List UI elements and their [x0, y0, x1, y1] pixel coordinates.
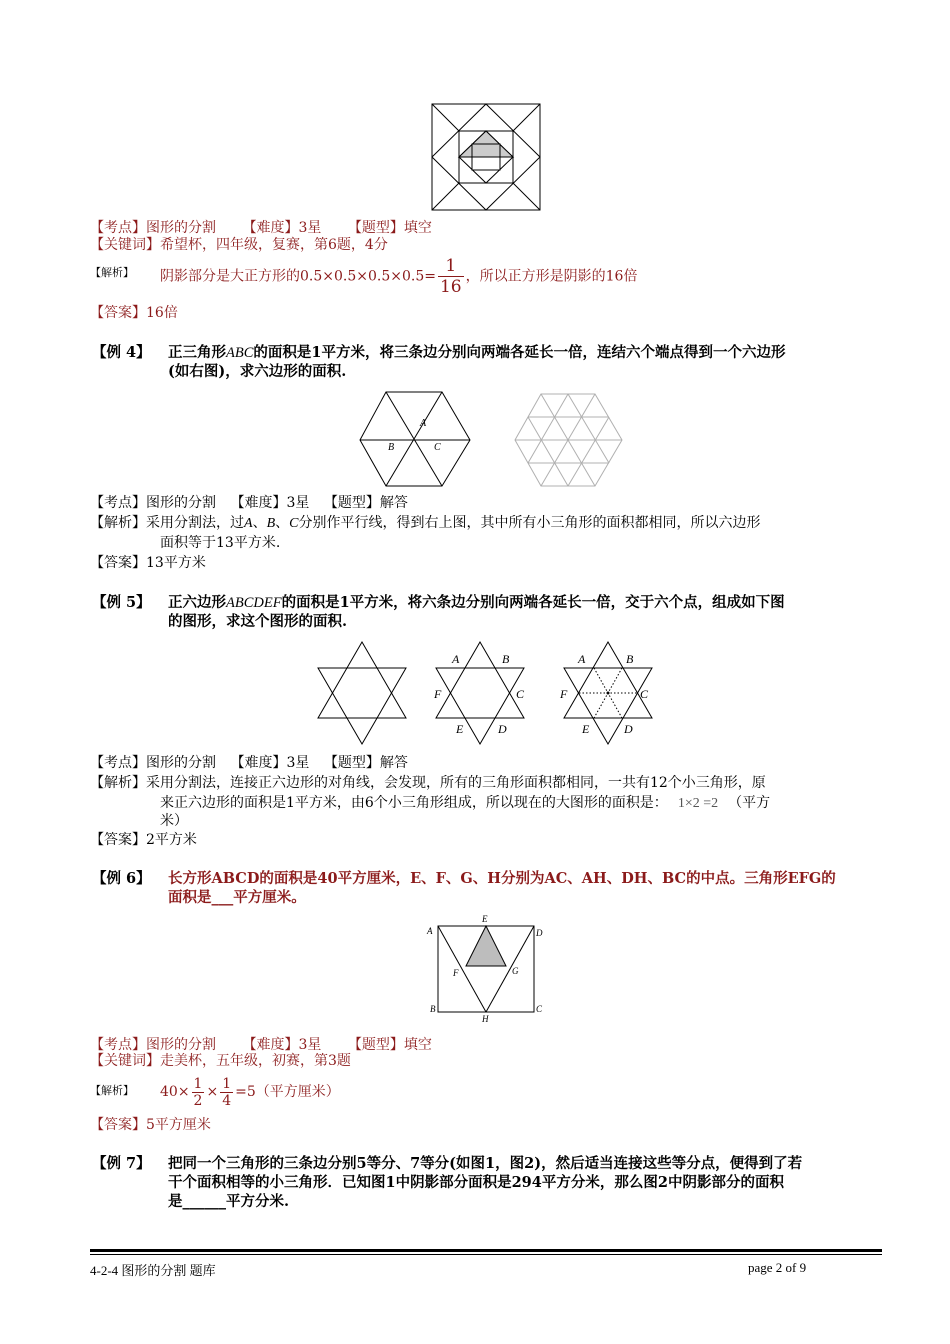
keywords-value: 希望杯，四年级，复赛，第6题，4分 — [160, 237, 388, 253]
tixing-value: 解答 — [379, 755, 408, 771]
ex4-kaodian-row — [90, 494, 408, 512]
answer-value: 2平方米 — [146, 832, 197, 848]
page-number: page 2 of 9 — [748, 1260, 807, 1275]
example-7-question-line3: 是______平方分米. — [168, 1193, 290, 1210]
example-6-question-line1: 长方形ABCD的面积是40平方厘米，E、F、G、H分别为AC、AH、DH、BC的中点。三角形EFG的 — [168, 870, 836, 887]
footer-rule-thin — [90, 1254, 882, 1255]
rectangle-triangle-figure — [424, 912, 548, 1024]
jiexi-tag: 【解析】 — [90, 266, 134, 279]
example-6-label: 【例 6】 — [92, 870, 151, 887]
keywords-tag: 【关键词】 — [90, 237, 160, 253]
fraction-1-16 — [438, 256, 464, 297]
star-figure-dotted — [558, 640, 658, 746]
fraction-denominator: 4 — [222, 1092, 232, 1109]
ex6-jiexi-row — [160, 1072, 340, 1112]
fraction-numerator: 1 — [222, 1075, 232, 1092]
kaodian-value: 图形的分割 — [146, 1037, 216, 1053]
jiexi-text: （平方 — [728, 795, 771, 811]
keywords-value: 走美杯，五年级，初赛，第3题 — [160, 1053, 351, 1069]
kaodian-tag: 【考点】 — [90, 495, 146, 511]
fraction-denominator: 16 — [439, 277, 462, 297]
label-E: E — [582, 722, 590, 736]
q-text: 正三角形 — [168, 344, 226, 361]
label-F: F — [434, 687, 442, 701]
example-7-question-line2: 干个面积相等的小三角形．已知图1中阴影部分面积是294平方分米，那么图2中阴影部分的面积 — [168, 1174, 784, 1191]
jiexi-text: =5（平方厘米） — [235, 1084, 340, 1100]
nandu-value: 3星 — [298, 220, 322, 236]
label-E: E — [482, 914, 488, 924]
hexagon-grid-figure — [514, 392, 624, 488]
nandu-tag: 【难度】 — [242, 220, 299, 236]
ex5-jiexi-line3: 米） — [160, 813, 188, 829]
star-figure-plain — [316, 640, 410, 746]
jiexi-text: 40× — [160, 1084, 190, 1100]
jiexi-text-b: ，所以正方形是阴影的16倍 — [465, 268, 638, 285]
label-D: D — [536, 928, 543, 938]
example-5-question-line2: 的图形，求这个图形的面积. — [168, 613, 348, 630]
tixing-value: 解答 — [379, 495, 408, 511]
answer-value: 5平方厘米 — [146, 1117, 211, 1133]
fraction-numerator: 1 — [193, 1075, 203, 1092]
jiexi-text: 采用分割法，过 — [146, 515, 244, 531]
tixing-value: 填空 — [403, 1037, 432, 1053]
ex5-kaodian-row — [90, 754, 408, 772]
label-C: C — [434, 442, 441, 453]
ex6-answer-row — [90, 1116, 211, 1134]
example-4-label: 【例 4】 — [92, 344, 151, 361]
jiexi-text: 采用分割法，连接正六边形的对角线，会发现，所有的三角形面积都相同，一共有12个小三角形，原 — [146, 775, 766, 791]
jiexi-row — [160, 256, 637, 297]
ex4-answer-row — [90, 554, 206, 572]
label-H: H — [482, 1014, 489, 1024]
q-text: 的面积是1平方米，将六条边分别向两端各延长一倍，交于六个点，组成如下图 — [281, 594, 785, 611]
example-6-question-line2: 面积是___平方厘米。 — [168, 889, 306, 906]
sep: 、 — [252, 515, 267, 531]
tixing-tag: 【题型】 — [347, 1037, 404, 1053]
jiexi-tag: 【解析】 — [90, 515, 146, 531]
sep: 、 — [275, 515, 290, 531]
ex5-jiexi-line2 — [160, 794, 770, 813]
example-5-question-line1 — [168, 594, 785, 612]
kaodian-value: 图形的分割 — [146, 495, 216, 511]
answer-tag: 【答案】 — [90, 555, 146, 571]
label-A: A — [452, 652, 460, 666]
footer-rule-thick — [90, 1249, 882, 1252]
ex6-jiexi-tag: 【解析】 — [90, 1084, 134, 1097]
label-G: G — [512, 966, 519, 976]
var-B: B — [266, 516, 276, 531]
label-A: A — [420, 418, 427, 429]
label-A: A — [427, 926, 433, 936]
label-B: B — [626, 652, 634, 666]
answer-tag: 【答案】 — [90, 1117, 146, 1133]
kaodian-tag: 【考点】 — [90, 755, 146, 771]
jiexi-tag: 【解析】 — [90, 775, 146, 791]
example-5-label: 【例 5】 — [92, 594, 151, 611]
fraction-1-2 — [192, 1076, 205, 1109]
kaodian-tag: 【考点】 — [90, 220, 146, 236]
tixing-value: 填空 — [403, 220, 432, 236]
label-B: B — [430, 1004, 436, 1014]
hexagon-triangle-figure — [358, 388, 472, 488]
label-D: D — [624, 722, 633, 736]
answer-tag: 【答案】 — [90, 832, 146, 848]
q-var: ABC — [226, 345, 254, 361]
ex4-jiexi-line2: 面积等于13平方米. — [160, 535, 281, 551]
nandu-tag: 【难度】 — [230, 755, 287, 771]
jiexi-text: 来正六边形的面积是1平方米，由6个小三角形组成，所以现在的大图形的面积是： — [160, 795, 668, 811]
label-F: F — [560, 687, 568, 701]
label-B: B — [388, 442, 395, 453]
nandu-value: 3星 — [298, 1037, 322, 1053]
tixing-tag: 【题型】 — [323, 495, 380, 511]
ex5-answer-row — [90, 831, 197, 849]
answer-tag: 【答案】 — [90, 305, 146, 321]
nandu-tag: 【难度】 — [230, 495, 287, 511]
ex5-jiexi-line1 — [90, 774, 766, 792]
label-C: C — [640, 687, 649, 701]
q-text: 正六边形 — [168, 594, 226, 611]
label-E: E — [456, 722, 464, 736]
q-var: ABCDEF — [226, 595, 282, 611]
answer-row — [90, 304, 178, 322]
footer-title: 4-2-4 图形的分割 题库 — [90, 1263, 216, 1278]
q-text: 的面积是1平方米，将三条边分别向两端各延长一倍，连结六个端点得到一个六边形 — [253, 344, 786, 361]
var-A: A — [244, 516, 253, 531]
var-C: C — [289, 516, 299, 531]
label-B: B — [502, 652, 510, 666]
times-sign: × — [206, 1084, 219, 1100]
example-4-question-line1 — [168, 344, 785, 362]
example-4-question-line2: (如右图)，求六边形的面积. — [168, 363, 347, 380]
label-A: A — [578, 652, 586, 666]
tixing-tag: 【题型】 — [323, 755, 380, 771]
jiexi-math: 1×2 =2 — [677, 796, 719, 811]
answer-value: 16倍 — [146, 305, 178, 321]
example-7-question-line1: 把同一个三角形的三条边分别5等分、7等分(如图1，图2)，然后适当连接这些等分点，便得到了若 — [168, 1155, 803, 1172]
nandu-tag: 【难度】 — [242, 1037, 299, 1053]
star-figure-labeled — [432, 640, 528, 746]
label-C: C — [536, 1004, 543, 1014]
fraction-denominator: 2 — [193, 1092, 203, 1109]
answer-value: 13平方米 — [146, 555, 206, 571]
nested-squares-figure — [430, 102, 542, 212]
jiexi-text: 分别作平行线，得到右上图，其中所有小三角形的面积都相同，所以六边形 — [298, 515, 761, 531]
fraction-numerator: 1 — [438, 256, 464, 277]
fraction-1-4 — [220, 1076, 233, 1109]
kaodian-value: 图形的分割 — [146, 220, 216, 236]
ex4-jiexi-line1 — [90, 514, 760, 533]
label-F: F — [453, 968, 459, 978]
keywords-row — [90, 236, 388, 254]
jiexi-text-a: 阴影部分是大正方形的0.5×0.5×0.5×0.5= — [160, 268, 436, 285]
kaodian-tag: 【考点】 — [90, 1037, 146, 1053]
ex6-keywords-row — [90, 1052, 351, 1070]
kaodian-value: 图形的分割 — [146, 755, 216, 771]
label-D: D — [498, 722, 507, 736]
keywords-tag: 【关键词】 — [90, 1053, 160, 1069]
tixing-tag: 【题型】 — [347, 220, 404, 236]
label-C: C — [516, 687, 525, 701]
nandu-value: 3星 — [286, 495, 310, 511]
kaodian-row — [90, 219, 432, 237]
example-7-label: 【例 7】 — [92, 1155, 151, 1172]
nandu-value: 3星 — [286, 755, 310, 771]
